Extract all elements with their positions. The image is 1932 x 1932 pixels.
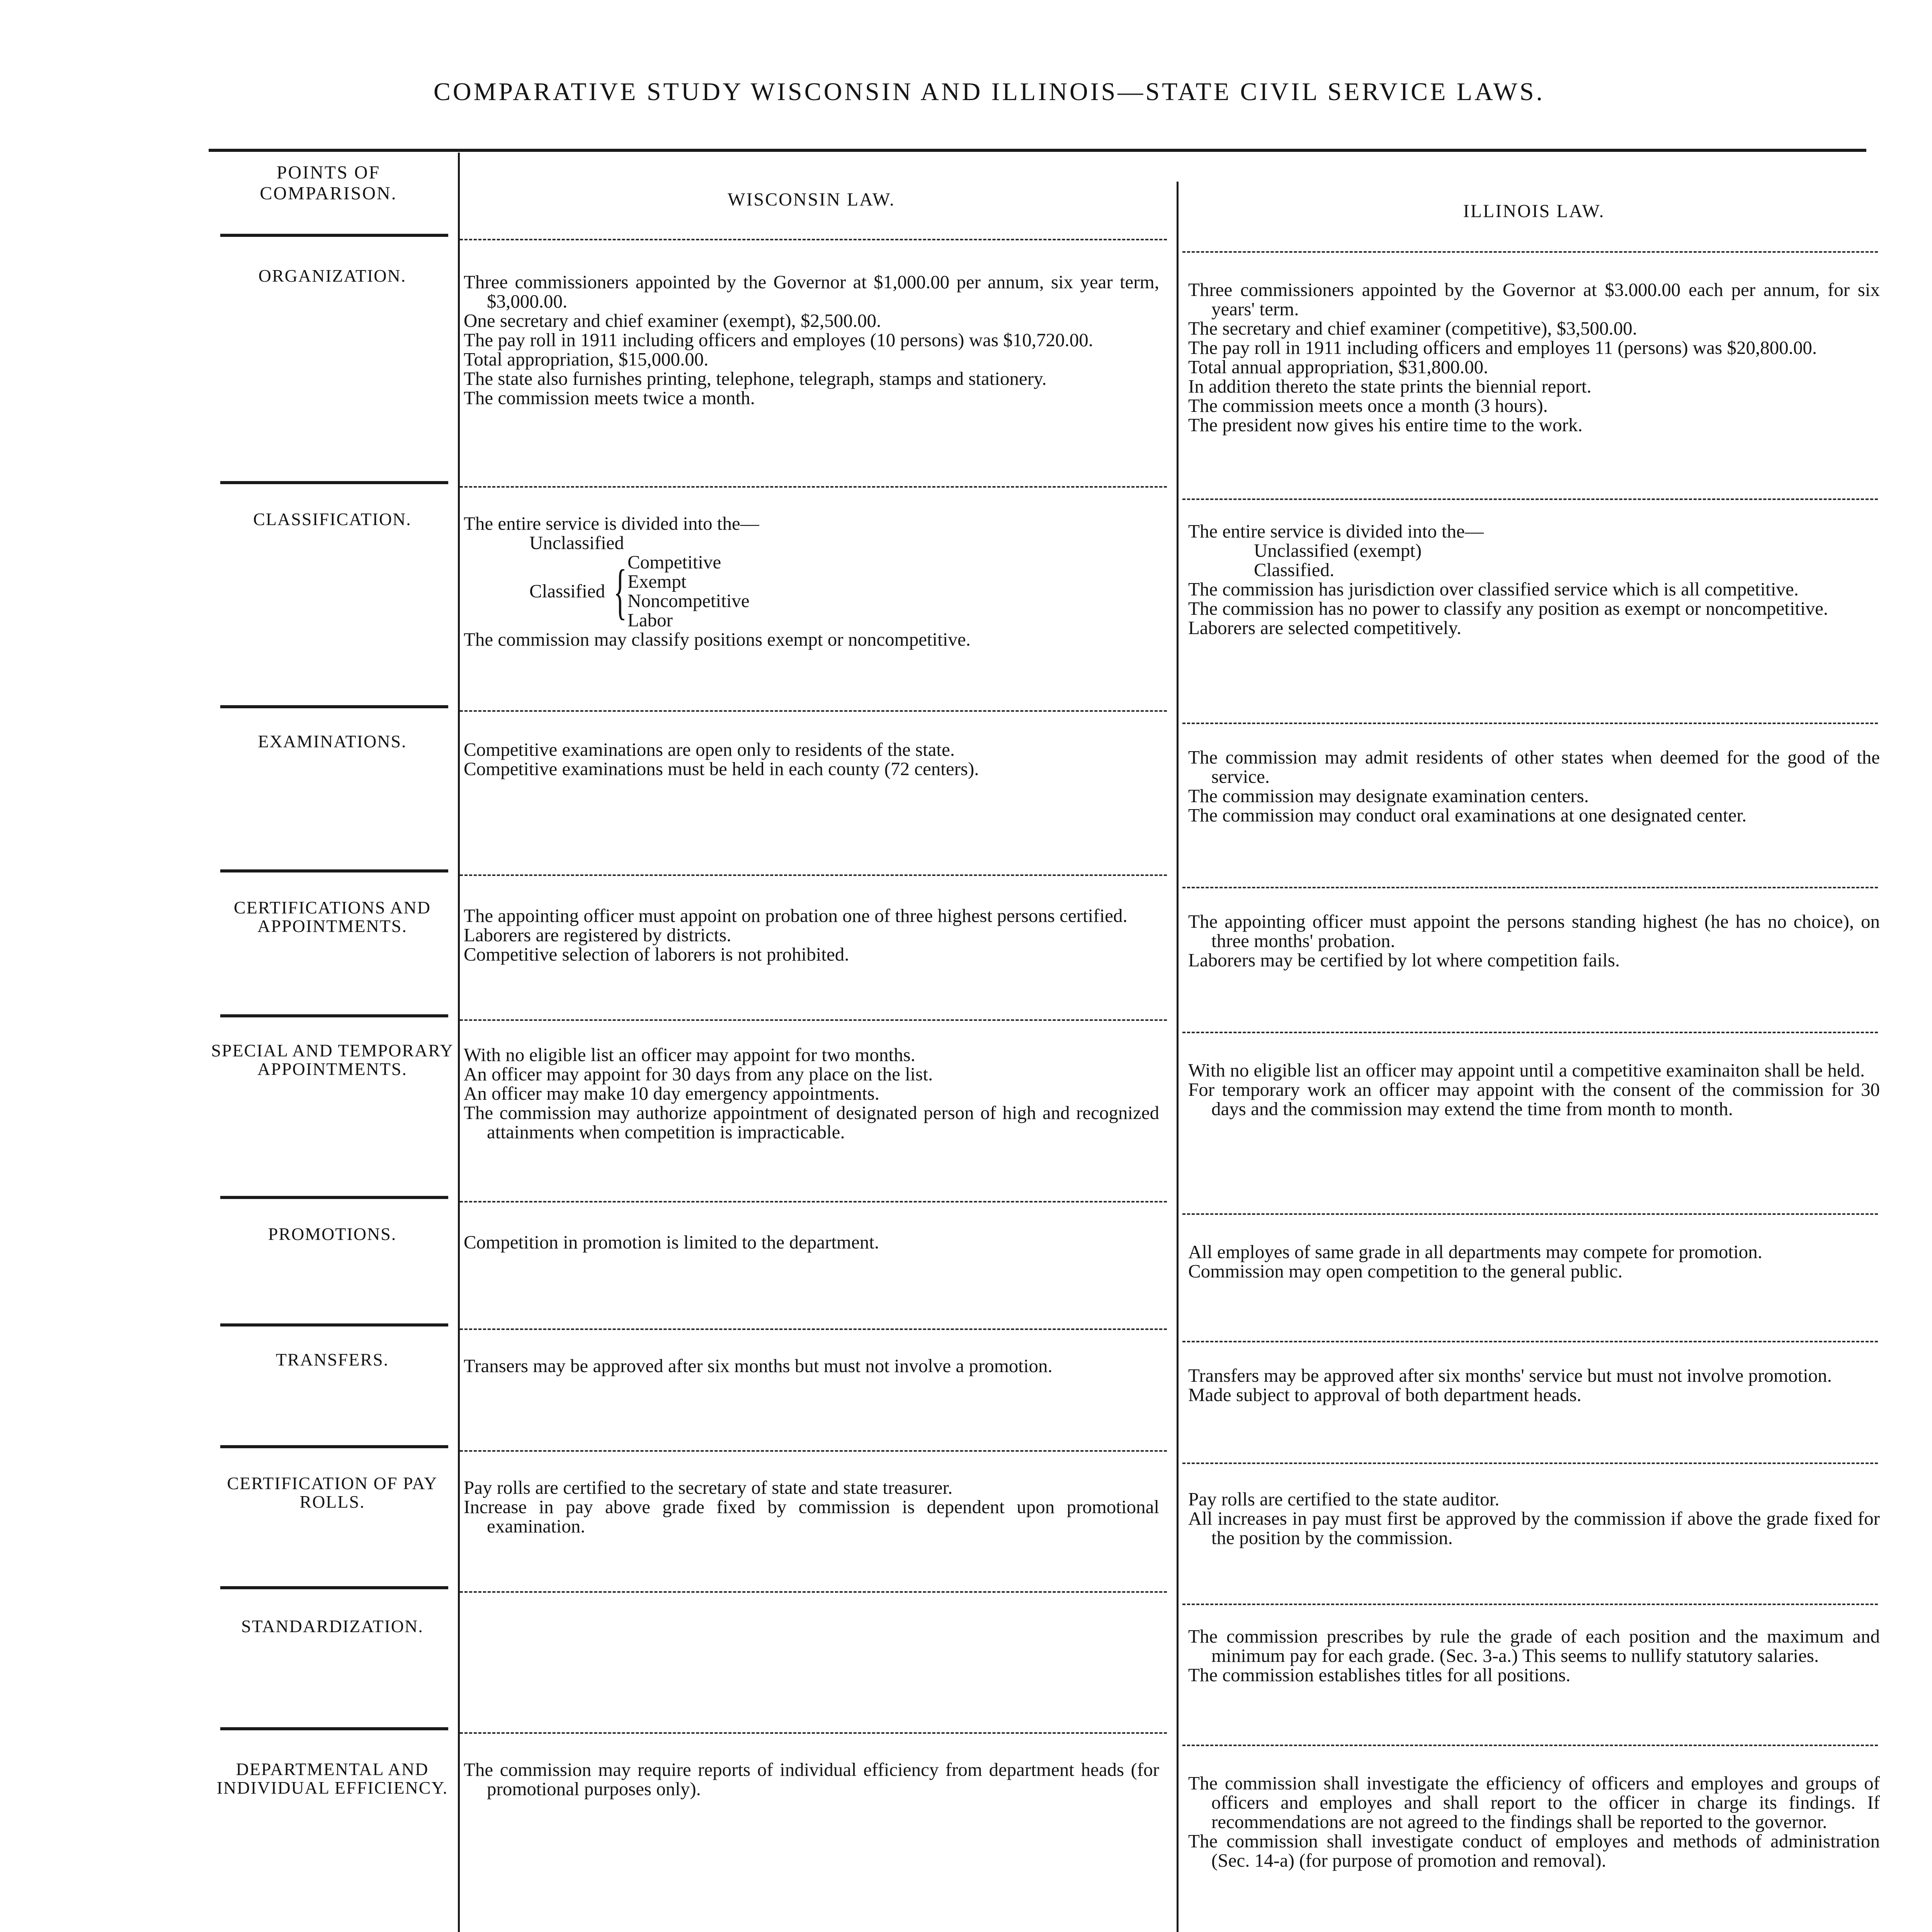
section-rule-wisconsin [460,710,1167,712]
law-provision: The commission prescribes by rule the grade of each position and the maximum and minimum pay for each grade. (Sec. 3-a.) This seems to nullify statutory salaries. [1188,1626,1880,1666]
label-pay-rolls: CERTIFICATION OF PAY ROLLS. [227,1473,438,1512]
section-rule-label [220,1196,448,1199]
law-provision: Competitive examinations are open only to residents of the state. [464,739,955,760]
law-provision: The state also furnishes printing, telephone, telegraph, stamps and stationery. [464,368,1047,389]
section-rule-label [220,234,448,237]
section-rule-label [220,1586,448,1589]
law-provision: All increases in pay must first be approved by the commission if above the grade fixed for the position by the commission. [1188,1508,1880,1548]
wisconsin-examinations [464,740,1159,779]
wisconsin-transfers [464,1356,1159,1376]
top-rule [209,149,1866,152]
section-rule-wisconsin [460,1019,1167,1021]
law-provision: Three commissioners appointed by the Governor at $1,000.00 per annum, six year term, $3,000.00. [464,271,1159,312]
header-illinois-law: ILLINOIS LAW. [1463,201,1605,221]
wisconsin-classification [464,514,1159,649]
illinois-transfers [1188,1366,1880,1405]
brace-glyph: { [613,557,627,626]
law-provision: The commission shall investigate conduct of employes and methods of administration (Sec. 14-a) (for purpose of promotion and removal). [1188,1830,1880,1871]
label-transfers: TRANSFERS. [276,1350,389,1369]
section-rule-illinois [1182,887,1878,888]
law-provision: The secretary and chief examiner (competitive), $3,500.00. [1188,318,1637,339]
illinois-promotions [1188,1242,1880,1281]
law-provision: Transers may be approved after six months but must not involve a promotion. [464,1355,1053,1376]
law-provision: The pay roll in 1911 including officers and employes (10 persons) was $10,720.00. [464,329,1093,350]
wisconsin-certifications [464,906,1159,964]
law-provision: The appointing officer must appoint on probation one of three highest persons certified. [464,905,1128,926]
classified-item: Competitive [627,551,721,573]
section-rule-wisconsin [460,1591,1167,1593]
law-provision: Transfers may be approved after six months' service but must not involve promotion. [1188,1365,1832,1386]
classification-intro: The entire service is divided into the— [1188,520,1484,542]
section-rule-illinois [1182,723,1878,724]
illinois-organization [1188,280,1880,435]
classification-intro: The entire service is divided into the— [464,513,759,534]
section-rule-label [220,481,448,484]
illinois-pay-rolls [1188,1490,1880,1548]
label-examinations: EXAMINATIONS. [258,731,407,751]
law-provision: One secretary and chief examiner (exempt), $2,500.00. [464,310,881,331]
law-provision: For temporary work an officer may appoint with the consent of the commission for 30 days and the commission may extend the time from month to month. [1188,1079,1880,1119]
section-rule-illinois [1182,498,1878,500]
law-provision: Competitive examinations must be held in each county (72 centers). [464,758,979,779]
section-rule-wisconsin [460,874,1167,876]
wisconsin-special-appointments [464,1045,1159,1142]
law-provision: The commission meets twice a month. [464,387,755,408]
wisconsin-promotions [464,1233,1159,1252]
illinois-efficiency [1188,1774,1880,1870]
column-divider-left [458,153,460,1932]
law-provision: The commission has no power to classify any position as exempt or noncompetitive. [1188,598,1828,619]
classification-unclassified: Unclassified (exempt) [1254,540,1422,561]
classified-item: Exempt [627,571,687,592]
illinois-certifications [1188,912,1880,970]
wisconsin-efficiency [464,1760,1159,1799]
label-organization: ORGANIZATION. [258,266,406,286]
law-provision: The commission may require reports of individual efficiency from department heads (for promotional purposes only). [464,1759,1159,1799]
classified-item: Labor [627,609,673,631]
law-provision: With no eligible list an officer may appoint until a competitive examinaiton shall be held. [1188,1060,1865,1081]
section-rule-wisconsin [460,1201,1167,1202]
law-provision: Pay rolls are certified to the secretary of state and state treasurer. [464,1477,953,1498]
wisconsin-organization [464,272,1159,408]
law-provision: With no eligible list an officer may appoint for two months. [464,1044,915,1065]
law-provision: Competitive selection of laborers is not prohibited. [464,944,849,965]
law-provision: Total appropriation, $15,000.00. [464,349,709,370]
section-rule-wisconsin [460,1732,1167,1734]
law-provision: Three commissioners appointed by the Governor at $3.000.00 each per annum, for six years' term. [1188,279,1880,320]
section-rule-label [220,1323,448,1327]
law-provision: Laborers are selected competitively. [1188,617,1461,638]
law-provision: In addition thereto the state prints the biennial report. [1188,376,1592,397]
section-rule-illinois [1182,1604,1878,1605]
label-classification: CLASSIFICATION. [253,509,412,529]
wisconsin-pay-rolls [464,1478,1159,1536]
section-rule-label [220,1445,448,1448]
law-provision: All employes of same grade in all departments may compete for promotion. [1188,1241,1762,1262]
label-certifications: CERTIFICATIONS AND APPOINTMENTS. [234,898,431,936]
law-provision: The president now gives his entire time to the work. [1188,414,1583,435]
classification-note: The commission may classify positions exempt or noncompetitive. [464,629,971,650]
page-title: COMPARATIVE STUDY WISCONSIN AND ILLINOIS—STATE CIVIL SERVICE LAWS. [434,78,1545,106]
section-rule-illinois [1182,1213,1878,1215]
classified-label: Classified [529,580,605,602]
law-provision: The commission establishes titles for all positions. [1188,1664,1571,1685]
law-provision: The appointing officer must appoint the persons standing highest (he has no choice), on three months' probation. [1188,911,1880,951]
section-rule-wisconsin [460,239,1167,240]
law-provision: The commission meets once a month (3 hours). [1188,395,1548,416]
classified-item: Noncompetitive [627,590,750,611]
label-standardization: STANDARDIZATION. [241,1616,423,1636]
section-rule-wisconsin [460,1328,1167,1330]
illinois-classification [1188,522,1880,638]
section-rule-label [220,1014,448,1017]
classification-unclassified: Unclassified [529,532,624,553]
law-provision: Competition in promotion is limited to the department. [464,1231,879,1253]
classification-classified-group [529,553,1159,630]
section-rule-wisconsin [460,486,1167,488]
section-rule-illinois [1182,1463,1878,1464]
law-provision: Laborers are registered by districts. [464,924,731,946]
section-rule-label [220,869,448,872]
section-rule-illinois [1182,1341,1878,1342]
law-provision: Total annual appropriation, $31,800.00. [1188,356,1488,378]
section-rule-wisconsin [460,1450,1167,1452]
section-rule-illinois [1182,1032,1878,1033]
law-provision: The commission may authorize appointment of designated person of high and recognized attainments when competition is impracticable. [464,1102,1159,1143]
law-provision: Made subject to approval of both department heads. [1188,1384,1582,1405]
label-efficiency: DEPARTMENTAL AND INDIVIDUAL EFFICIENCY. [216,1759,448,1798]
law-provision: The commission shall investigate the efficiency of officers and employes and groups of officers and employes and shall report to the officer in charge its findings. If recommendations are not agreed to the findings shall be reported to the governor. [1188,1772,1880,1832]
header-wisconsin-law: WISCONSIN LAW. [728,189,895,210]
section-rule-illinois [1182,1745,1878,1746]
section-rule-label [220,705,448,708]
header-points-of-comparison: POINTS OF COMPARISON. [260,162,397,204]
illinois-special-appointments [1188,1061,1880,1119]
illinois-examinations [1188,748,1880,825]
law-provision: The pay roll in 1911 including officers and employes 11 (persons) was $20,800.00. [1188,337,1817,358]
label-special-appointments: SPECIAL AND TEMPORARY APPOINTMENTS. [211,1041,454,1079]
law-provision: The commission may conduct oral examinations at one designated center. [1188,804,1747,826]
law-provision: An officer may appoint for 30 days from any place on the list. [464,1063,933,1085]
classification-lines [1188,580,1880,638]
classification-classified: Classified. [1254,559,1335,580]
law-provision: An officer may make 10 day emergency appointments. [464,1083,879,1104]
law-provision: Commission may open competition to the general public. [1188,1260,1623,1282]
law-provision: Laborers may be certified by lot where competition fails. [1188,949,1620,971]
section-rule-label [220,1727,448,1730]
column-divider-middle [1177,182,1179,1932]
law-provision: Increase in pay above grade fixed by commission is dependent upon promotional examination. [464,1496,1159,1537]
law-provision: Pay rolls are certified to the state auditor. [1188,1488,1500,1510]
label-promotions: PROMOTIONS. [268,1224,397,1244]
section-rule-illinois [1182,251,1878,253]
law-provision: The commission may admit residents of other states when deemed for the good of the service. [1188,747,1880,787]
law-provision: The commission has jurisdiction over classified service which is all competitive. [1188,578,1799,600]
law-provision: The commission may designate examination centers. [1188,785,1589,806]
illinois-standardization [1188,1627,1880,1685]
